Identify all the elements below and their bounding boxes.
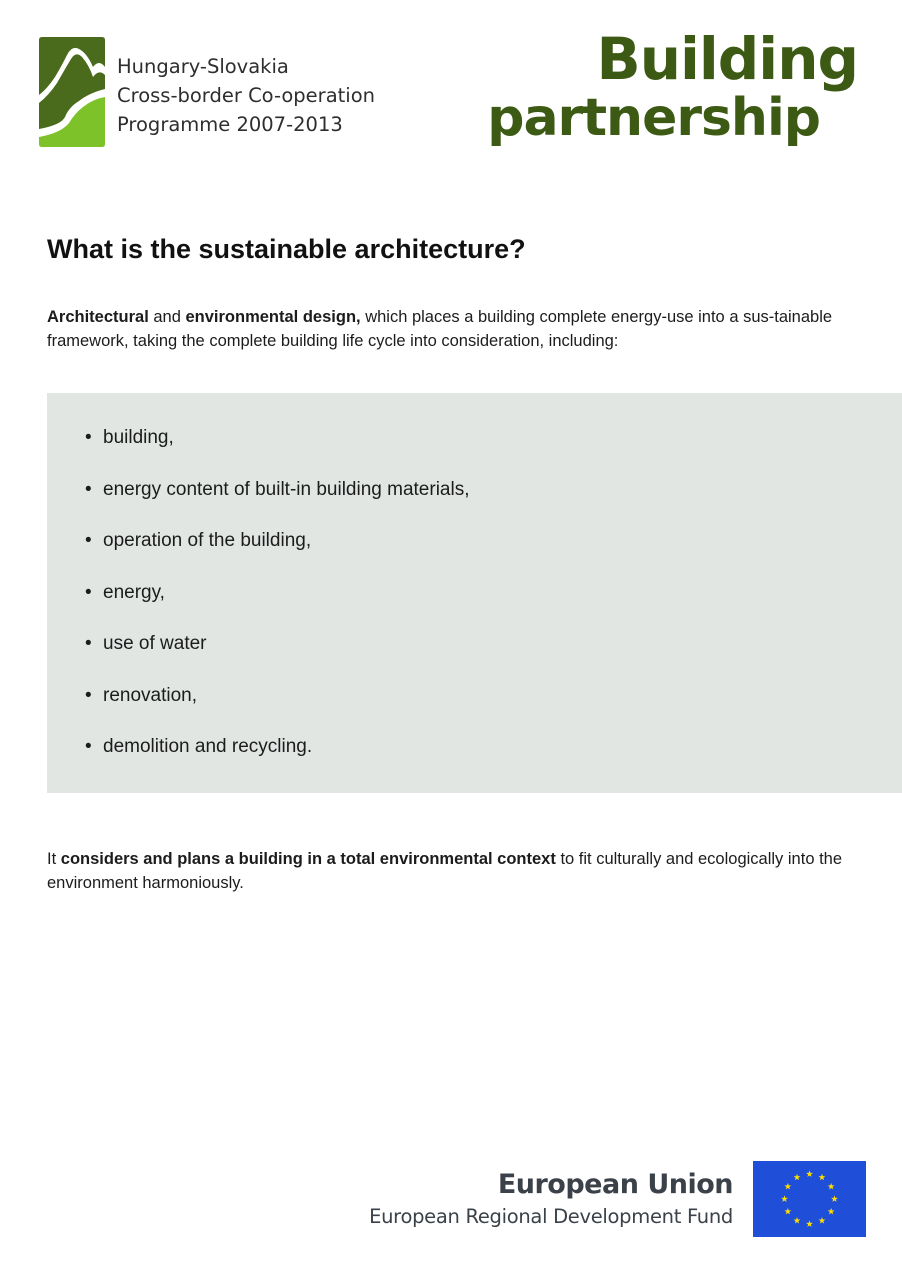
title-line-building: Building [596, 25, 858, 93]
intro-paragraph [47, 305, 862, 353]
title-line-partnership: partnership [487, 88, 820, 148]
outro-text-it: It [47, 850, 61, 868]
bullet-icon: • [85, 633, 92, 654]
intro-text-rest: which places a building complete energy-use into a sus-tainable framework, taking the complete building life cycle into consideration, including: [47, 308, 833, 350]
list-item-text: renovation, [103, 684, 198, 706]
bullet-icon: • [85, 736, 92, 757]
life-cycle-list-box [47, 393, 902, 793]
eu-subtitle: European Regional Development Fund [369, 1205, 733, 1228]
programme-name [117, 52, 375, 139]
eu-funding-label [369, 1167, 733, 1231]
document-title [487, 25, 858, 148]
outro-text-rest: to fit culturally and ecologically into the environment harmoniously. [47, 850, 843, 892]
outro-bold-text: considers and plans a building in a total environmental context [60, 850, 556, 868]
intro-bold-environmental-design: environmental design, [185, 308, 361, 326]
bullet-icon: • [85, 530, 92, 551]
list-item-text: operation of the building, [103, 530, 312, 551]
list-item [85, 426, 469, 478]
list-item [85, 478, 469, 530]
eu-flag-icon [753, 1161, 866, 1237]
list-item [85, 684, 469, 736]
bullet-icon: • [85, 427, 92, 448]
outro-paragraph [47, 847, 862, 895]
programme-line-1: Hungary-Slovakia [117, 55, 289, 78]
intro-text-and: and [148, 308, 186, 326]
section-heading: What is the sustainable architecture? [47, 234, 526, 264]
programme-line-2: Cross-border Co-operation [117, 84, 375, 107]
list-item-text: use of water [103, 633, 207, 654]
bullet-icon: • [85, 581, 92, 603]
list-item-text: energy content of built-in building materials, [103, 478, 470, 500]
list-item-text: demolition and recycling. [103, 736, 313, 757]
life-cycle-list [85, 426, 469, 787]
list-item [85, 529, 469, 581]
list-item [85, 735, 469, 787]
bullet-icon: • [85, 478, 92, 500]
list-item [85, 632, 469, 684]
programme-logo-icon [39, 37, 105, 147]
list-item [85, 581, 469, 633]
bullet-icon: • [85, 684, 92, 706]
eu-title: European Union [497, 1169, 733, 1200]
list-item-text: energy, [103, 581, 165, 603]
programme-line-3: Programme 2007-2013 [117, 113, 343, 136]
intro-bold-architectural: Architectural [47, 308, 149, 326]
list-item-text: building, [103, 427, 174, 448]
